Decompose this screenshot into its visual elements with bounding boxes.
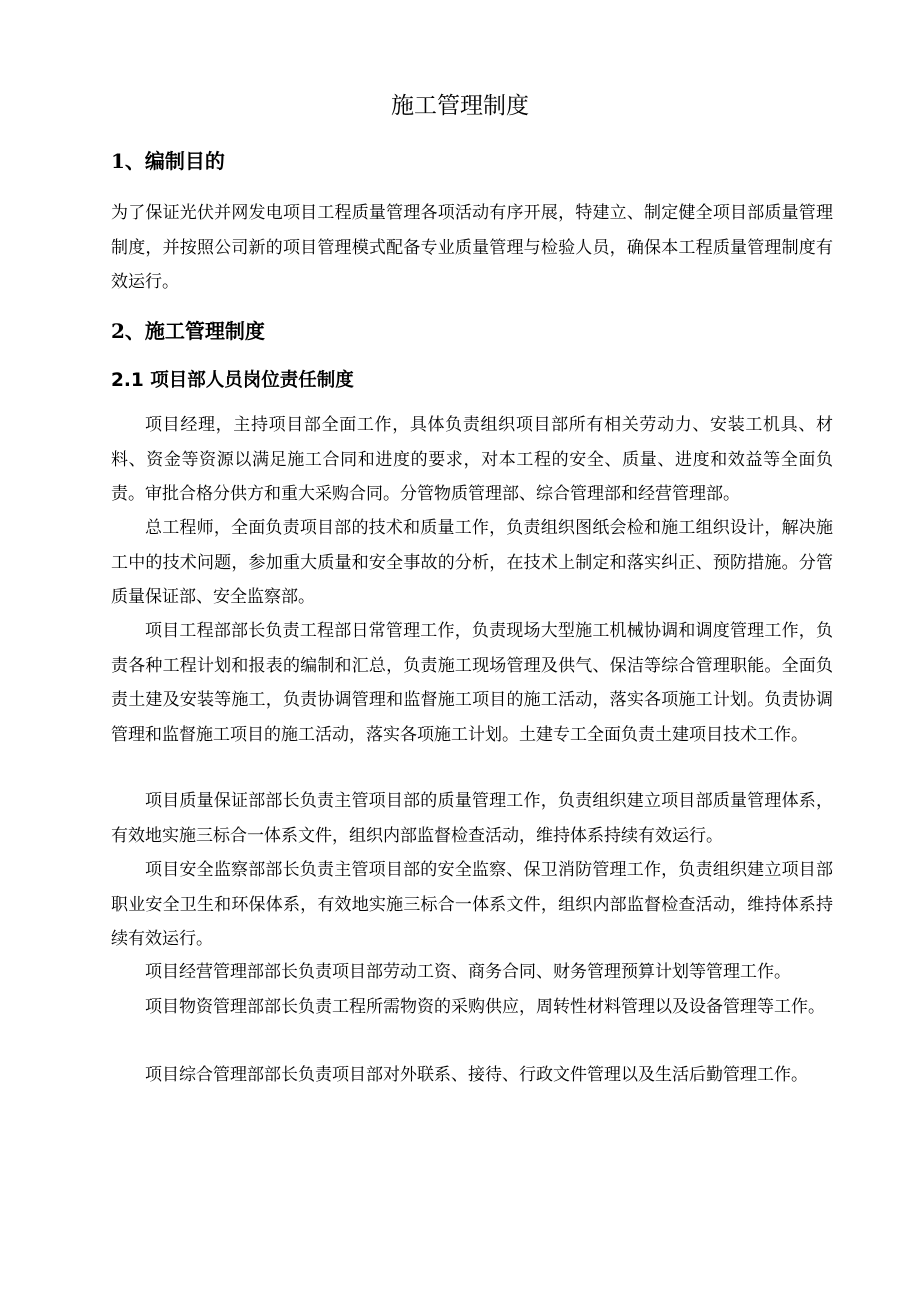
paragraph-business-dept: 项目经营管理部部长负责项目部劳动工资、商务合同、财务管理预算计划等管理工作。 bbox=[145, 962, 791, 982]
paragraph-chief-engineer: 总工程师，全面负责项目部的技术和质量工作，负责组织图纸会检和施工组织设计，解决施工中的技术问题，参加重大质量和安全事故的分析，在技术上制定和落实纠正、预防措施。分管质量保证部、安全监察部。 bbox=[111, 518, 833, 607]
paragraph-materials-dept: 项目物资管理部部长负责工程所需物资的采购供应，周转性材料管理以及设备管理等工作。 bbox=[145, 997, 825, 1017]
paragraph-engineering-dept: 项目工程部部长负责工程部日常管理工作，负责现场大型施工机械协调和调度管理工作，负责各种工程计划和报表的编制和汇总，负责施工现场管理及供气、保洁等综合管理职能。全面负责土建及安装等施工，负责协调管理和监督施工项目的施工活动，落实各项施工计划。负责协调管理和监督施工项目的施工活动，落实各项施工计划。土建专工全面负责土建项目技术工作。 bbox=[111, 621, 833, 745]
section-2-heading: 2、施工管理制度 bbox=[111, 319, 265, 343]
paragraph-admin-dept: 项目综合管理部部长负责项目部对外联系、接待、行政文件管理以及生活后勤管理工作。 bbox=[145, 1065, 808, 1085]
paragraph-quality-dept: 项目质量保证部部长负责主管项目部的质量管理工作，负责组织建立项目部质量管理体系，有效地实施三标合一体系文件，组织内部监督检查活动，维持体系持续有效运行。 bbox=[111, 791, 833, 846]
paragraph-safety-dept: 项目安全监察部部长负责主管项目部的安全监察、保卫消防管理工作，负责组织建立项目部职业安全卫生和环保体系，有效地实施三标合一体系文件，组织内部监督检查活动，维持体系持续有效运行。 bbox=[111, 860, 833, 949]
section-1-heading: 1、编制目的 bbox=[111, 149, 225, 173]
section-1-paragraph: 为了保证光伏并网发电项目工程质量管理各项活动有序开展，特建立、制定健全项目部质量管理制度，并按照公司新的项目管理模式配备专业质量管理与检验人员，确保本工程质量管理制度有效运行。 bbox=[111, 203, 833, 292]
subsection-2-1-heading: 2.1 项目部人员岗位责任制度 bbox=[111, 370, 354, 391]
paragraph-project-manager: 项目经理，主持项目部全面工作，具体负责组织项目部所有相关劳动力、安装工机具、材料、资金等资源以满足施工合同和进度的要求，对本工程的安全、质量、进度和效益等全面负责。审批合格分供方和重大采购合同。分管物质管理部、综合管理部和经营管理部。 bbox=[111, 415, 833, 504]
document-title: 施工管理制度 bbox=[391, 93, 529, 119]
